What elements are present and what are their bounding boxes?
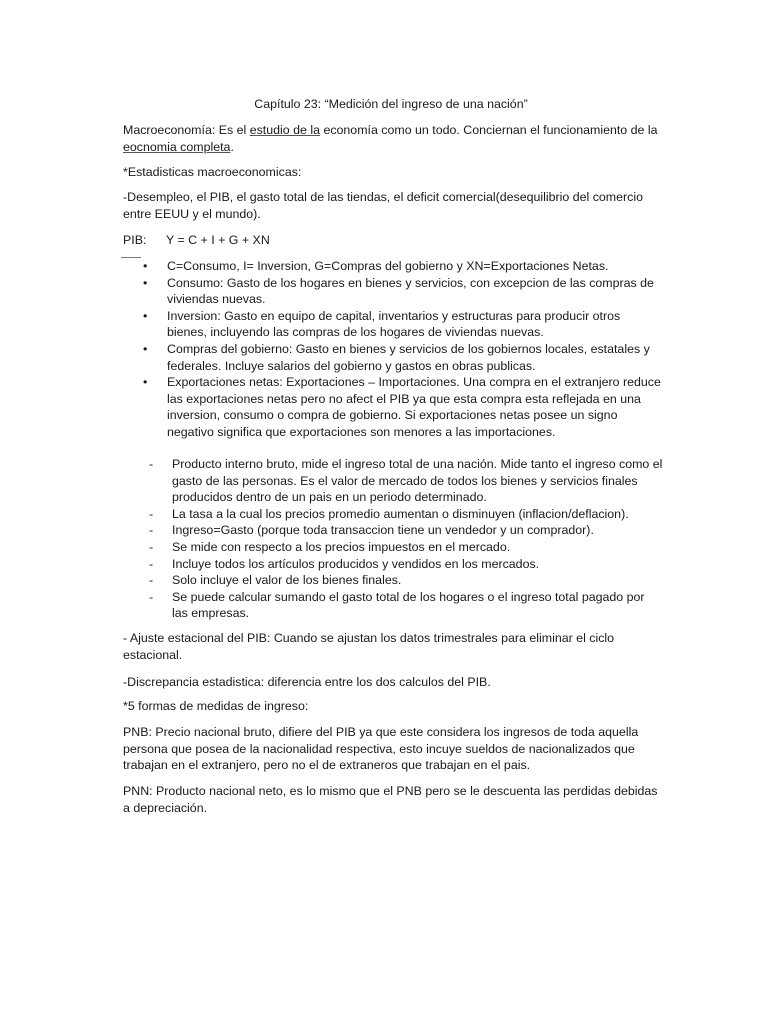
- dash-mark: -: [149, 457, 154, 471]
- list-item: [123, 374, 663, 440]
- list-item-text: Exportaciones netas: Exportaciones – Importaciones. Una compra en el extranjero reduce las exportaciones netas pero no afect el PIB ya que esta compra esta reflejada en una inversion, consumo o compra de gobierno. Si exportaciones netas posee un signo negativo significa que exportaciones son menores a las importaciones.: [167, 375, 661, 439]
- list-item-text: Se puede calcular sumando el gasto total de los hogares o el ingreso total pagado por las empresas.: [172, 589, 645, 621]
- pib-formula: Y = C + I + G + XN: [166, 233, 270, 247]
- list-item: [123, 522, 663, 539]
- list-item: [123, 308, 663, 341]
- discrepancia-paragraph: -Discrepancia estadistica: diferencia entre los dos calculos del PIB.: [123, 675, 491, 689]
- formas-heading: *5 formas de medidas de ingreso:: [123, 699, 309, 713]
- list-item: [123, 506, 663, 523]
- dash-mark: -: [149, 539, 154, 554]
- bullet-mark: •: [143, 308, 148, 323]
- list-item: [123, 341, 663, 374]
- list-item-text: La tasa a la cual los precios promedio aumentan o disminuyen (inflacion/deflacion).: [172, 506, 629, 521]
- ajuste-paragraph: - Ajuste estacional del PIB: Cuando se ajustan los datos trimestrales para eliminar el ciclo estacional.: [123, 631, 615, 662]
- list-item-text: Compras del gobierno: Gasto en bienes y servicios de los gobiernos locales, estatales y federales. Incluye salarios del gobierno y gastos en obras publicas.: [167, 341, 650, 373]
- list-item-text: Inversion: Gasto en equipo de capital, inventarios y estructuras para producir otros bienes, incluyendo las compras de los hogares de viviendas nuevas.: [167, 308, 621, 340]
- pnb-paragraph: PNB: Precio nacional bruto, difiere del PIB ya que este considera los ingresos de toda aquella persona que posea de la nacionalidad respectiva, esto incuye sueldos de nacionalizados que trabajan en el extranjero, pero no el de extraneros que trabajan en el pais.: [123, 725, 639, 773]
- list-item: [123, 258, 663, 275]
- stats-paragraph: -Desempleo, el PIB, el gasto total de las tiendas, el deficit comercial(desequilibrio del comercio entre EEUU y el mundo).: [123, 190, 643, 221]
- list-item-text: Consumo: Gasto de los hogares en bienes y servicios, con excepcion de las compras de viviendas nuevas.: [167, 275, 654, 307]
- macroeconomia-paragraph: [123, 122, 663, 155]
- list-item: [123, 275, 663, 308]
- list-item-text: Producto interno bruto, mide el ingreso total de una nación. Mide tanto el ingreso como el gasto de las personas. Es el valor de mercado de todos los bienes y servicios finales producidos dentro de un pais en un periodo determinado.: [172, 457, 663, 505]
- list-item: [123, 572, 663, 589]
- list-item-text: Incluye todos los artículos producidos y vendidos en los mercados.: [172, 556, 540, 571]
- list-item-text: Se mide con respecto a los precios impuestos en el mercado.: [172, 539, 511, 554]
- list-item: [123, 539, 663, 556]
- bullet-mark: •: [143, 275, 148, 290]
- dash-mark: -: [149, 506, 154, 521]
- macro-text-underlined-1: estudio de la: [249, 123, 320, 137]
- dash-mark: -: [149, 573, 154, 588]
- bullet-mark: •: [143, 259, 148, 273]
- stats-heading: *Estadisticas macroeconomicas:: [123, 165, 302, 179]
- list-item: [123, 589, 663, 622]
- list-item: [123, 556, 663, 573]
- dash-mark: -: [149, 556, 154, 571]
- list-item-text: Solo incluye el valor de los bienes finales.: [172, 573, 402, 588]
- dash-mark: -: [149, 523, 154, 538]
- bullet-mark: •: [143, 375, 148, 390]
- bullet-mark: •: [143, 341, 148, 356]
- macro-text-5: .: [230, 139, 234, 154]
- list-item-text: Ingreso=Gasto (porque toda transaccion tiene un vendedor y un comprador).: [172, 523, 594, 538]
- page-title: Capítulo 23: “Medición del ingreso de una nación”: [254, 97, 528, 111]
- dash-list: [123, 456, 663, 622]
- macro-text-1: Macroeconomía: Es el: [123, 123, 250, 137]
- bullet-list: [123, 258, 663, 441]
- list-item-text: C=Consumo, I= Inversion, G=Compras del gobierno y XN=Exportaciones Netas.: [167, 259, 609, 273]
- pib-label: PIB:: [123, 233, 147, 247]
- macro-text-3: economía como un todo. Conciernan el funcionamiento de la: [320, 123, 658, 137]
- pnn-paragraph: PNN: Producto nacional neto, es lo mismo que el PNB pero se le descuenta las perdidas debidas a depreciación.: [123, 784, 658, 815]
- dash-mark: -: [149, 589, 154, 604]
- macro-text-underlined-2: eocnomia completa: [123, 139, 231, 154]
- list-item: [123, 456, 663, 506]
